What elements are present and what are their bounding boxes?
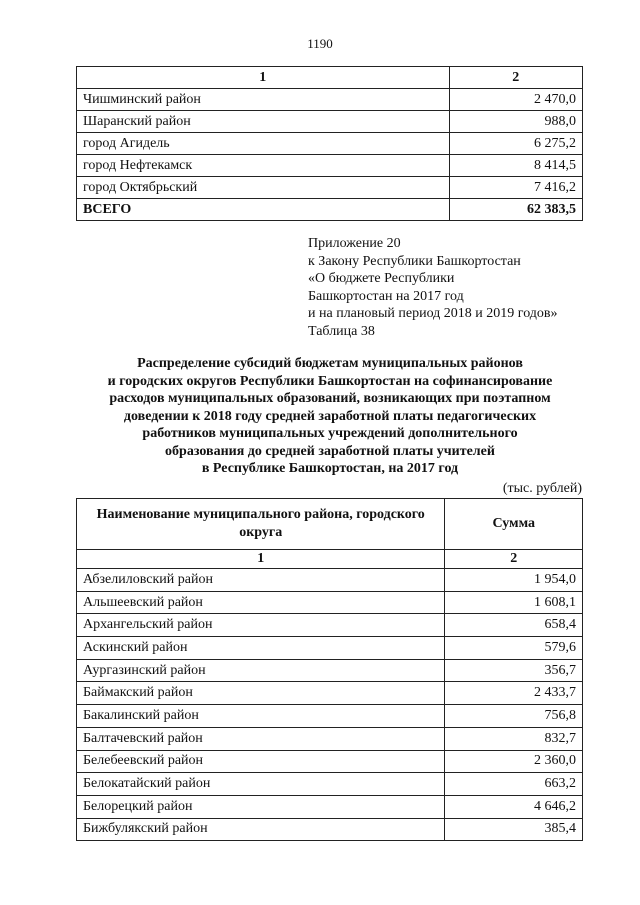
- appendix-reference: [308, 235, 558, 340]
- table-index-row: [77, 550, 583, 569]
- column-index-2: 2: [445, 550, 583, 569]
- column-header-name: Наименование муниципального района, городского округа: [77, 499, 445, 550]
- table-row: [77, 89, 583, 111]
- table-row: [77, 795, 583, 818]
- row-value: 2 360,0: [445, 750, 583, 773]
- appendix-line: Приложение 20: [308, 236, 401, 251]
- row-value: 988,0: [449, 111, 583, 133]
- document-title: [80, 355, 580, 478]
- row-name: Аскинский район: [77, 637, 445, 660]
- row-value: 385,4: [445, 818, 583, 841]
- table-row: [77, 177, 583, 199]
- total-value: 62 383,5: [449, 199, 583, 221]
- row-value: 6 275,2: [449, 133, 583, 155]
- total-label: ВСЕГО: [77, 199, 450, 221]
- appendix-line: Башкортостан на 2017 год: [308, 288, 464, 304]
- table-row: [77, 659, 583, 682]
- row-name: город Нефтекамск: [77, 155, 450, 177]
- row-value: 4 646,2: [445, 795, 583, 818]
- table-row: [77, 773, 583, 796]
- table-row: [77, 111, 583, 133]
- row-value: 756,8: [445, 705, 583, 728]
- table-row: [77, 727, 583, 750]
- row-value: 356,7: [445, 659, 583, 682]
- row-name: Бакалинский район: [77, 705, 445, 728]
- row-value: 658,4: [445, 614, 583, 637]
- row-name: Чишминский район: [77, 89, 450, 111]
- table-row: [77, 133, 583, 155]
- row-name: Балтачевский район: [77, 727, 445, 750]
- unit-label: (тыс. рублей): [502, 481, 582, 496]
- appendix-line: и на плановый период 2018 и 2019 годов»: [308, 306, 558, 321]
- row-name: Шаранский район: [77, 111, 450, 133]
- row-name: Баймакский район: [77, 682, 445, 705]
- row-name: Альшеевский район: [77, 591, 445, 614]
- table-row: [77, 569, 583, 592]
- row-value: 579,6: [445, 637, 583, 660]
- column-header-sum: Сумма: [445, 499, 583, 550]
- table-row: [77, 705, 583, 728]
- row-name: Абзелиловский район: [77, 569, 445, 592]
- title-line: в Республике Башкортостан, на 2017 год: [201, 461, 459, 476]
- subsidy-table: [76, 498, 583, 841]
- title-line: Распределение субсидий бюджетам муниципальных районов: [137, 356, 523, 371]
- title-line: образования до средней заработной платы учителей: [165, 443, 495, 459]
- title-line: доведении к 2018 году средней заработной платы педагогических: [123, 408, 537, 424]
- table-row: [77, 682, 583, 705]
- row-name: город Агидель: [77, 133, 450, 155]
- row-value: 7 416,2: [449, 177, 583, 199]
- table-row: [77, 637, 583, 660]
- row-name: город Октябрьский: [77, 177, 450, 199]
- title-line: работников муниципальных учреждений дополнительного: [142, 426, 518, 441]
- table-row: [77, 591, 583, 614]
- page-number: 1190: [307, 36, 333, 51]
- row-name: Архангельский район: [77, 614, 445, 637]
- row-name: Аургазинский район: [77, 659, 445, 682]
- row-value: 1 954,0: [445, 569, 583, 592]
- appendix-line: Таблица 38: [308, 323, 375, 339]
- row-name: Белорецкий район: [77, 795, 445, 818]
- appendix-line: к Закону Республики Башкортостан: [308, 253, 521, 269]
- row-name: Белокатайский район: [77, 773, 445, 796]
- title-line: расходов муниципальных образований, возникающих при поэтапном: [109, 391, 551, 406]
- row-value: 832,7: [445, 727, 583, 750]
- table-row: [77, 155, 583, 177]
- table-row: [77, 750, 583, 773]
- continuation-table: [76, 66, 583, 221]
- row-name: Бижбулякский район: [77, 818, 445, 841]
- total-row: [77, 199, 583, 221]
- table-row: [77, 614, 583, 637]
- row-value: 663,2: [445, 773, 583, 796]
- table-row: [77, 818, 583, 841]
- row-name: Белебеевский район: [77, 750, 445, 773]
- column-index-1: 1: [77, 550, 445, 569]
- table-header-row: [77, 499, 583, 550]
- row-value: 2 470,0: [449, 89, 583, 111]
- title-line: и городских округов Республики Башкортостан на софинансирование: [107, 373, 553, 389]
- row-value: 2 433,7: [445, 682, 583, 705]
- column-index-2: 2: [449, 67, 583, 89]
- appendix-line: «О бюджете Республики: [308, 271, 455, 286]
- row-value: 8 414,5: [449, 155, 583, 177]
- row-value: 1 608,1: [445, 591, 583, 614]
- column-index-1: 1: [77, 67, 450, 89]
- table-header-row: [77, 67, 583, 89]
